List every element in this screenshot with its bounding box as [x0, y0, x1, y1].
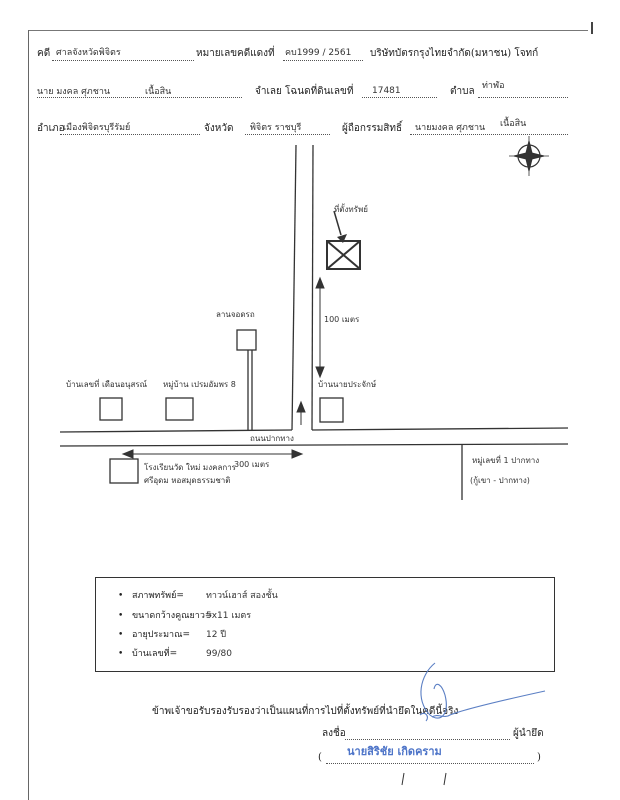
- landmark-box-house-1: [100, 398, 122, 420]
- sign-underline: [345, 739, 510, 740]
- horizontal-road-upper-right: [312, 428, 568, 430]
- landmark-box-house-2: [320, 398, 343, 422]
- blacklist-value: คบ1999 / 2561: [285, 48, 352, 58]
- info-value: 99/80: [206, 649, 232, 659]
- info-label: ขนาดกว้างคูณยาว=: [132, 611, 213, 621]
- horizontal-road-lower: [60, 444, 568, 446]
- plaintiff-company: บริษัทบัตรกรุงไทยจำกัด(มหาชน) โจทก์: [370, 48, 539, 59]
- case-value: ศาลจังหวัดพิจิตร: [56, 48, 121, 58]
- vertical-road-left-edge: [292, 145, 296, 430]
- district-label: อำเภอ: [37, 123, 65, 134]
- pen-ticks: [402, 773, 446, 785]
- case-label: คดี: [37, 48, 51, 59]
- info-value: 12 ปี: [206, 630, 227, 640]
- signer-name-stamp: นายสิริชัย เกิดคราม: [347, 745, 442, 758]
- horizontal-road-upper-left: [60, 430, 292, 432]
- right-note-line-2: (กู้เขา - ปากทาง): [470, 476, 530, 485]
- sign-role: ผู้นำยึด: [513, 728, 544, 739]
- bullet-icon: •: [118, 611, 124, 621]
- distance-north-label: 100 เมตร: [324, 315, 360, 324]
- info-row-house-number: [118, 649, 232, 660]
- owner-label: ผู้ถือกรรมสิทธิ์: [342, 123, 403, 134]
- landmark-box-school: [110, 459, 138, 483]
- sign-label: ลงชื่อ: [322, 728, 346, 739]
- signer-open-paren: (: [318, 752, 322, 763]
- signer-close-paren: ): [537, 752, 541, 763]
- bullet-icon: •: [118, 630, 124, 640]
- province-label: จังหวัด: [204, 123, 234, 134]
- right-note-line-1: หมู่เลขที่ 1 ปากทาง: [472, 456, 540, 465]
- info-row-size: [118, 611, 251, 622]
- landmark-village-label: หมู่บ้าน เปรมอัมพร 8: [163, 380, 236, 389]
- province-value: พิจิตร ราชบุรี: [250, 123, 302, 133]
- deed-label: จำเลย โฉนดที่ดินเลขที่: [255, 86, 354, 97]
- landmark-parking-label: ลานจอดรถ: [216, 310, 255, 319]
- info-label: บ้านเลขที่=: [132, 649, 178, 659]
- school-label-line-1: โรงเรียนวัด ใหม่ มงคลการ: [144, 463, 236, 472]
- landmark-box-village: [166, 398, 193, 420]
- district-value: เมืองพิจิตรบุรีรัมย์: [63, 123, 131, 133]
- road-label: ถนนปากทาง: [250, 434, 294, 443]
- bullet-icon: •: [118, 591, 124, 601]
- owner-value: นายมงคล ศุภชาน: [415, 123, 486, 133]
- info-row-age: [118, 630, 226, 641]
- defendant-role: เนื้อสิน: [145, 87, 172, 97]
- defendant-name: นาย มงคล ศุภชาน: [37, 87, 111, 97]
- info-value: 5x11 เมตร: [206, 611, 252, 621]
- deed-number: 17481: [372, 86, 401, 96]
- info-value: ทาวน์เฮาส์ สองชั้น: [206, 591, 278, 601]
- info-label: สภาพทรัพย์=: [132, 591, 184, 601]
- info-row-condition: [118, 591, 278, 602]
- distance-arrow-road: [123, 450, 302, 458]
- school-label-line-2: ศรีอุดม หอสมุดธรรมชาติ: [144, 476, 231, 485]
- owner-role: เนื้อสิน: [500, 119, 527, 129]
- landmark-house-1-label: บ้านเลขที่ เดือนอนุสรณ์: [66, 380, 148, 389]
- landmark-house-2-label: บ้านนายประจักษ์: [318, 380, 377, 389]
- signer-underline: [326, 763, 534, 764]
- distance-road-label: 300 เมตร: [234, 460, 270, 469]
- signature-scribble: [400, 655, 560, 735]
- certification-statement: ข้าพเจ้าขอรับรองรับรองว่าเป็นแผนที่การไปที่ตั้งทรัพย์ที่นำยึดในคดีนี้จริง: [152, 706, 459, 717]
- distance-arrow-north: [316, 278, 324, 377]
- subdistrict-value: ท่าฬ่อ: [482, 81, 505, 91]
- subdistrict-label: ตำบล: [450, 86, 475, 97]
- compass-icon: [509, 136, 549, 176]
- target-label: ที่ตั้งทรัพย์: [334, 205, 368, 214]
- bullet-icon: •: [118, 649, 124, 659]
- road-direction-arrow: [297, 402, 305, 425]
- info-label: อายุประมาณ=: [132, 630, 190, 640]
- blacklist-label: หมายเลขคดีแดงที่: [196, 48, 275, 59]
- landmark-box-parking: [237, 330, 256, 350]
- vertical-road-right-edge: [312, 145, 313, 430]
- target-property-icon: [327, 211, 360, 269]
